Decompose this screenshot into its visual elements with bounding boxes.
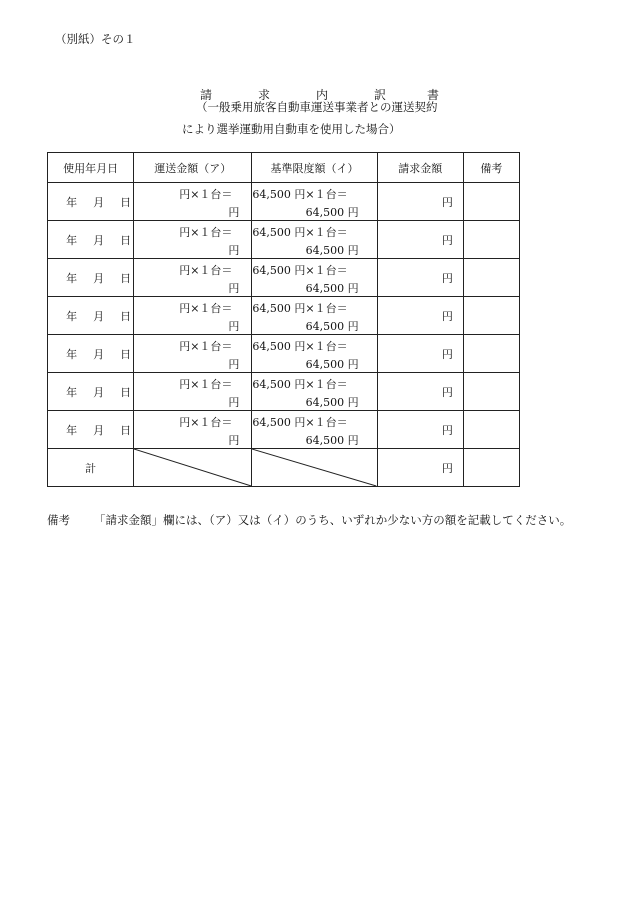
note-cell[interactable] (463, 259, 519, 297)
limit-result: 64,500 円 (305, 358, 359, 371)
day-label: 日 (120, 385, 132, 399)
limit-formula: 64,500 円×１台＝ (252, 302, 348, 315)
document-subtitle-line2: により選挙運動用自動車を使用した場合） (182, 122, 401, 136)
day-label: 日 (120, 233, 132, 247)
remarks-note (47, 512, 571, 528)
header-limit: 基準限度額（イ） (252, 153, 377, 183)
usage-date-cell[interactable] (48, 221, 134, 259)
claim-breakdown-table (47, 152, 520, 487)
note-cell[interactable] (463, 335, 519, 373)
header-claim: 請求金額 (377, 153, 463, 183)
usage-date-cell[interactable] (48, 335, 134, 373)
fare-formula: 円×１台＝ (179, 302, 233, 315)
limit-formula: 64,500 円×１台＝ (252, 416, 348, 429)
month-label: 月 (93, 271, 105, 285)
limit-formula: 64,500 円×１台＝ (252, 188, 348, 201)
fare-formula: 円×１台＝ (179, 226, 233, 239)
usage-date-cell[interactable] (48, 411, 134, 449)
month-label: 月 (93, 309, 105, 323)
month-label: 月 (93, 233, 105, 247)
claim-amount-cell[interactable]: 円 (377, 373, 463, 411)
limit-result: 64,500 円 (305, 320, 359, 333)
fare-result-unit: 円 (228, 396, 240, 409)
claim-amount-cell[interactable]: 円 (377, 297, 463, 335)
month-label: 月 (93, 195, 105, 209)
year-label: 年 (66, 385, 78, 399)
header-date: 使用年月日 (48, 153, 134, 183)
limit-result: 64,500 円 (305, 282, 359, 295)
total-claim-amount[interactable]: 円 (377, 449, 463, 487)
year-label: 年 (66, 309, 78, 323)
year-label: 年 (66, 271, 78, 285)
day-label: 日 (120, 195, 132, 209)
title-char: 請 (200, 88, 213, 102)
table-row (48, 373, 520, 411)
day-label: 日 (120, 309, 132, 323)
year-label: 年 (66, 423, 78, 437)
fare-result-unit: 円 (228, 434, 240, 447)
fare-cell[interactable] (134, 373, 252, 411)
table-row (48, 259, 520, 297)
limit-result: 64,500 円 (305, 206, 359, 219)
fare-result-unit: 円 (228, 320, 240, 333)
fare-formula: 円×１台＝ (179, 416, 233, 429)
month-label: 月 (93, 347, 105, 361)
limit-cell (252, 221, 377, 259)
title-char: 求 (258, 88, 271, 102)
fare-result-unit: 円 (228, 206, 240, 219)
year-label: 年 (66, 195, 78, 209)
limit-cell (252, 183, 377, 221)
title-char: 内 (316, 88, 329, 102)
fare-result-unit: 円 (228, 282, 240, 295)
year-label: 年 (66, 233, 78, 247)
fare-formula: 円×１台＝ (179, 378, 233, 391)
claim-amount-cell[interactable]: 円 (377, 411, 463, 449)
note-cell[interactable] (463, 297, 519, 335)
limit-result: 64,500 円 (305, 396, 359, 409)
remarks-label: 備考 (47, 513, 70, 527)
month-label: 月 (93, 385, 105, 399)
usage-date-cell[interactable] (48, 373, 134, 411)
title-char: 書 (427, 88, 440, 102)
claim-amount-cell[interactable]: 円 (377, 221, 463, 259)
document-label: （別紙）その１ (55, 32, 136, 46)
limit-cell (252, 373, 377, 411)
total-fare-crossed-cell (134, 449, 252, 487)
fare-formula: 円×１台＝ (179, 188, 233, 201)
note-cell[interactable] (463, 411, 519, 449)
table-row (48, 183, 520, 221)
fare-formula: 円×１台＝ (179, 340, 233, 353)
remarks-text: 「請求金額」欄には、（ア）又は（イ）のうち、いずれか少ない方の額を記載してください。 (94, 513, 572, 527)
total-row (48, 449, 520, 487)
header-note: 備考 (463, 153, 519, 183)
usage-date-cell[interactable] (48, 183, 134, 221)
table-row (48, 411, 520, 449)
claim-amount-cell[interactable]: 円 (377, 259, 463, 297)
total-label: 計 (48, 449, 134, 487)
month-label: 月 (93, 423, 105, 437)
note-cell[interactable] (463, 183, 519, 221)
limit-cell (252, 335, 377, 373)
fare-formula: 円×１台＝ (179, 264, 233, 277)
fare-result-unit: 円 (228, 244, 240, 257)
limit-result: 64,500 円 (305, 434, 359, 447)
claim-amount-cell[interactable]: 円 (377, 183, 463, 221)
fare-cell[interactable] (134, 411, 252, 449)
limit-cell (252, 411, 377, 449)
note-cell[interactable] (463, 221, 519, 259)
day-label: 日 (120, 347, 132, 361)
limit-formula: 64,500 円×１台＝ (252, 378, 348, 391)
fare-cell[interactable] (134, 183, 252, 221)
claim-amount-cell[interactable]: 円 (377, 335, 463, 373)
fare-cell[interactable] (134, 297, 252, 335)
total-limit-crossed-cell (252, 449, 377, 487)
day-label: 日 (120, 271, 132, 285)
fare-result-unit: 円 (228, 358, 240, 371)
fare-cell[interactable] (134, 221, 252, 259)
limit-formula: 64,500 円×１台＝ (252, 264, 348, 277)
limit-result: 64,500 円 (305, 244, 359, 257)
limit-cell (252, 259, 377, 297)
table-row (48, 335, 520, 373)
year-label: 年 (66, 347, 78, 361)
fare-cell[interactable] (134, 259, 252, 297)
limit-cell (252, 297, 377, 335)
note-cell[interactable] (463, 373, 519, 411)
total-note[interactable] (463, 449, 519, 487)
fare-cell[interactable] (134, 335, 252, 373)
usage-date-cell[interactable] (48, 297, 134, 335)
table-row (48, 221, 520, 259)
day-label: 日 (120, 423, 132, 437)
limit-formula: 64,500 円×１台＝ (252, 226, 348, 239)
document-subtitle-line1: （一般乗用旅客自動車運送事業者との運送契約 (196, 100, 438, 114)
table-header-row (48, 153, 520, 183)
header-fare: 運送金額（ア） (134, 153, 252, 183)
limit-formula: 64,500 円×１台＝ (252, 340, 348, 353)
table-row (48, 297, 520, 335)
title-char: 訳 (374, 88, 387, 102)
usage-date-cell[interactable] (48, 259, 134, 297)
